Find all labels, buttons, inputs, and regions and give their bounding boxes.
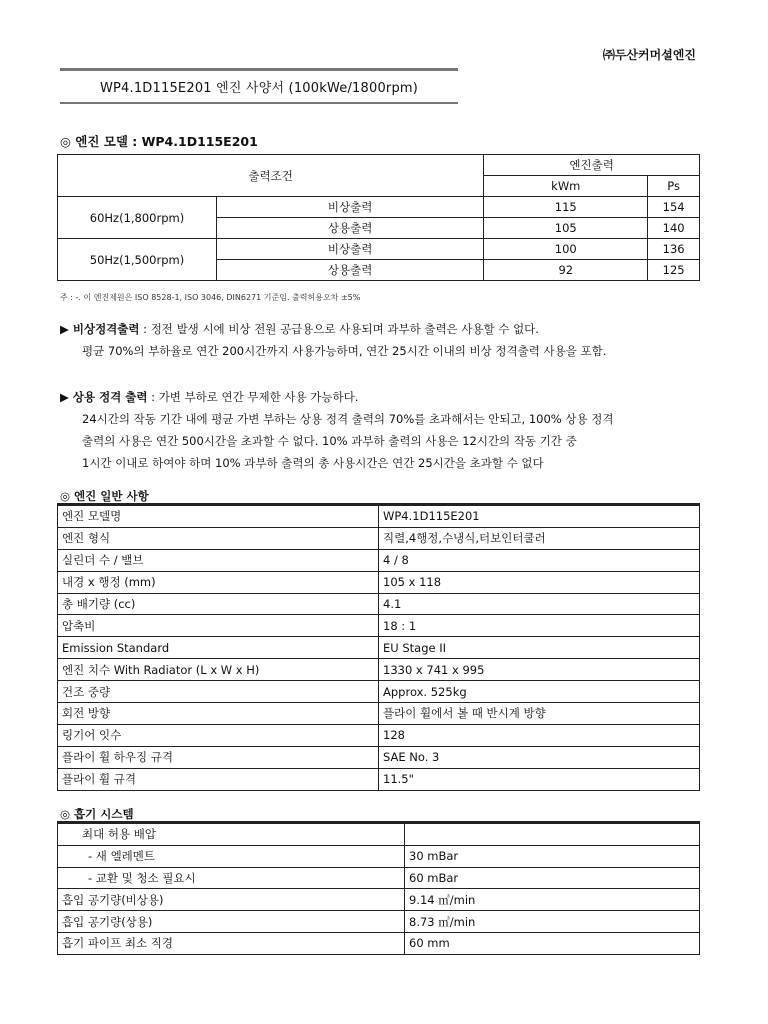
- spec-label: 내경 x 행정 (mm): [58, 571, 379, 593]
- spec-label: 흡입 공기량(상용): [58, 911, 405, 933]
- table-row: [58, 703, 700, 725]
- spec-value: 11.5": [379, 768, 700, 790]
- table-row: [58, 911, 700, 933]
- table-row: [58, 724, 700, 746]
- intake-spec-table: [57, 823, 700, 955]
- header-condition: 출력조건: [58, 155, 484, 197]
- freq-cell: 60Hz(1,800rpm): [58, 197, 217, 239]
- header-output: 엔진출력: [484, 155, 700, 176]
- ps-cell: 154: [648, 197, 700, 218]
- header-ps: Ps: [648, 176, 700, 197]
- spec-label: 흡기 파이프 최소 직경: [58, 932, 405, 954]
- spec-label: 엔진 치수 With Radiator (L x W x H): [58, 659, 379, 681]
- document-title: WP4.1D115E201 엔진 사양서 (100kWe/1800rpm): [99, 81, 419, 96]
- standards-note: 주 : -. 이 엔진제원은 ISO 8528-1, ISO 3046, DIN6271 기준임. 출력허용오차 ±5%: [60, 293, 361, 302]
- table-row: [58, 527, 700, 549]
- standby-line-1: [60, 318, 740, 340]
- table-row: [58, 637, 700, 659]
- table-row: [58, 867, 700, 889]
- spec-value: 9.14 ㎥/min: [405, 889, 700, 911]
- spec-label: 링기어 잇수: [58, 724, 379, 746]
- spec-label: 최대 허용 배압: [58, 824, 405, 846]
- spec-label: 엔진 모델명: [58, 506, 379, 528]
- prime-label: ▶ 상용 정격 출력: [60, 390, 148, 404]
- table-row: [58, 549, 700, 571]
- standby-line-2: 평균 70%의 부하율로 연간 200시간까지 사용가능하며, 연간 25시간 이내의 비상 정격출력 사용을 포함.: [82, 344, 607, 358]
- spec-label: 건조 중량: [58, 681, 379, 703]
- table-row: [58, 746, 700, 768]
- spec-label: 플라이 휠 하우징 규격: [58, 746, 379, 768]
- table-row: [58, 239, 700, 260]
- spec-label: 흡입 공기량(비상용): [58, 889, 405, 911]
- prime-rating-paragraph: [60, 386, 740, 474]
- spec-value: EU Stage II: [379, 637, 700, 659]
- prime-line-1: [60, 386, 740, 408]
- company-name: ㈜두산커머셜엔진: [602, 48, 696, 62]
- table-row: [58, 593, 700, 615]
- spec-label: 플라이 휠 규격: [58, 768, 379, 790]
- title-bottom-rule: [60, 102, 458, 104]
- spec-value: Approx. 525kg: [379, 681, 700, 703]
- spec-value: 4 / 8: [379, 549, 700, 571]
- output-table: [57, 154, 700, 281]
- spec-label: 엔진 형식: [58, 527, 379, 549]
- spec-value: SAE No. 3: [379, 746, 700, 768]
- engine-model-heading: ◎ 엔진 모델 : WP4.1D115E201: [60, 134, 258, 149]
- spec-label: - 새 엘레멘트: [58, 845, 405, 867]
- table-row: [58, 932, 700, 954]
- table-row: [58, 155, 700, 176]
- standby-label: ▶ 비상정격출력: [60, 322, 140, 336]
- spec-label: 회전 방향: [58, 703, 379, 725]
- spec-value: 직렬,4행정,수냉식,터보인터쿨러: [379, 527, 700, 549]
- kwm-cell: 92: [484, 260, 648, 281]
- ps-cell: 125: [648, 260, 700, 281]
- spec-value: 플라이 휠에서 볼 때 반시계 방향: [379, 703, 700, 725]
- spec-label: 압축비: [58, 615, 379, 637]
- table-row: [58, 615, 700, 637]
- spec-value: 4.1: [379, 593, 700, 615]
- prime-text-1: : 가변 부하로 연간 무제한 사용 가능하다.: [147, 390, 359, 404]
- prime-line-4: 1시간 이내로 하여야 하며 10% 과부하 출력의 총 사용시간은 연간 25시간을 초과할 수 없다: [82, 456, 544, 470]
- spec-value: [405, 824, 700, 846]
- table-row: [58, 506, 700, 528]
- ps-cell: 140: [648, 218, 700, 239]
- table-row: [58, 197, 700, 218]
- output-type-cell: 상용출력: [217, 260, 484, 281]
- table-row: [58, 571, 700, 593]
- spec-value: 1330 x 741 x 995: [379, 659, 700, 681]
- table-row: [58, 889, 700, 911]
- standby-rating-paragraph: [60, 318, 740, 362]
- kwm-cell: 115: [484, 197, 648, 218]
- kwm-cell: 105: [484, 218, 648, 239]
- intake-heading: ◎ 흡기 시스템: [60, 807, 134, 821]
- spec-value: 60 mm: [405, 932, 700, 954]
- table-row: [58, 845, 700, 867]
- output-type-cell: 비상출력: [217, 239, 484, 260]
- table-row: [58, 824, 700, 846]
- standby-text-1: : 정전 발생 시에 비상 전원 공급용으로 사용되며 과부하 출력은 사용할 수 없다.: [139, 322, 539, 336]
- spec-value: WP4.1D115E201: [379, 506, 700, 528]
- prime-line-3: 출력의 사용은 연간 500시간을 초과할 수 없다. 10% 과부하 출력의 사용은 12시간의 작동 기간 중: [82, 434, 577, 448]
- spec-value: 105 x 118: [379, 571, 700, 593]
- prime-line-2: 24시간의 작동 기간 내에 평균 가변 부하는 상용 정격 출력의 70%를 초과해서는 안되고, 100% 상용 정격: [82, 412, 614, 426]
- spec-value: 60 mBar: [405, 867, 700, 889]
- general-heading: ◎ 엔진 일반 사항: [60, 489, 149, 503]
- table-row: [58, 768, 700, 790]
- spec-value: 18 : 1: [379, 615, 700, 637]
- spec-label: - 교환 및 청소 필요시: [58, 867, 405, 889]
- table-row: [58, 659, 700, 681]
- spec-value: 128: [379, 724, 700, 746]
- spec-label: Emission Standard: [58, 637, 379, 659]
- spec-value: 30 mBar: [405, 845, 700, 867]
- ps-cell: 136: [648, 239, 700, 260]
- output-type-cell: 상용출력: [217, 218, 484, 239]
- document-title-block: [60, 68, 458, 104]
- spec-value: 8.73 ㎥/min: [405, 911, 700, 933]
- spec-label: 총 배기량 (cc): [58, 593, 379, 615]
- header-kwm: kWm: [484, 176, 648, 197]
- general-spec-table: [57, 505, 700, 791]
- spec-label: 실린더 수 / 밸브: [58, 549, 379, 571]
- kwm-cell: 100: [484, 239, 648, 260]
- table-row: [58, 681, 700, 703]
- output-type-cell: 비상출력: [217, 197, 484, 218]
- freq-cell: 50Hz(1,500rpm): [58, 239, 217, 281]
